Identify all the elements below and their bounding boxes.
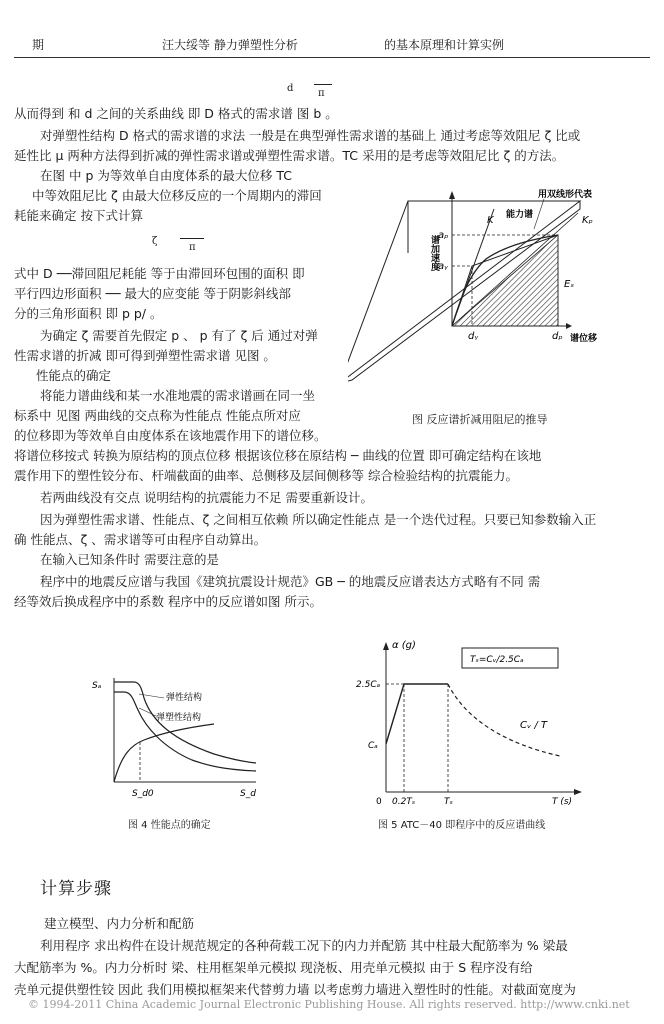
figure-3-diagram bbox=[348, 183, 640, 388]
label-Kp: Kₚ bbox=[582, 215, 593, 226]
body-line-9: 分的三角形面积 即 p p/ 。 bbox=[14, 306, 163, 321]
y-axis-label: 谱加速度 bbox=[429, 235, 439, 271]
body-line-19: 因为弹塑性需求谱、性能点、ζ 之间相互依赖 所以确定性能点 是一个迭代过程。只要已知参数输入正 bbox=[40, 512, 597, 527]
fig4-sa-label: Sₐ bbox=[92, 681, 102, 691]
fig5-t3-label: T (s) bbox=[552, 797, 573, 807]
fig5-t1-label: 0.2Tₛ bbox=[392, 797, 416, 807]
header-authors: 汪大绥等 静力弹塑性分析 bbox=[162, 38, 298, 52]
formula-zeta: ζ bbox=[152, 236, 158, 247]
body-line-20: 确 性能点、ζ 、需求谱等可由程序自动算出。 bbox=[14, 532, 267, 547]
body-line-6: 耗能来确定 按下式计算 bbox=[14, 208, 143, 223]
fig5-peak-label: 2.5Cₐ bbox=[356, 680, 381, 690]
header-issue: 期 bbox=[32, 38, 45, 52]
section-title: 计算步骤 bbox=[40, 879, 112, 899]
body-line-2: 对弹塑性结构 D 格式的需求谱的求法 一般是在典型弹性需求谱的基础上 通过考虑等效阻尼 ζ 比或 bbox=[40, 128, 581, 143]
fig4-elastic-label: 弹性结构 bbox=[166, 693, 203, 703]
body-line-s3: 大配筋率为 %。内力分析时 梁、柱用框架单元模拟 现浇板、用壳单元模拟 由于 S 程序没有给 bbox=[14, 960, 533, 975]
fig5-spectrum-rise bbox=[386, 684, 448, 744]
body-line-8: 平行四边形面积 ── 最大的应变能 等于阴影斜线部 bbox=[14, 286, 291, 301]
body-line-7: 式中 D ──滞回阻尼耗能 等于由滞回环包围的面积 即 bbox=[14, 266, 305, 281]
body-line-16: 将谱位移按式 转换为原结构的顶点位移 根据该位移在原结构 ─ 曲线的位置 即可确定结构在该地 bbox=[14, 448, 542, 463]
capacity-spectrum-curve bbox=[114, 724, 214, 782]
body-line-15: 的位移即为等效单自由度体系在该地震作用下的谱位移。 bbox=[14, 428, 327, 443]
formula-bar bbox=[314, 84, 332, 85]
header-title: 的基本原理和计算实例 bbox=[384, 38, 505, 52]
label-Es: Eₛ bbox=[564, 279, 575, 290]
copyright-footer: © 1994-2011 China Academic Journal Electronic Publishing House. All rights reserved. http://www.cnki.net bbox=[28, 998, 630, 1011]
fig4-plastic-label: 弹塑性结构 bbox=[156, 713, 202, 723]
figure-4-diagram bbox=[84, 670, 284, 810]
body-line-s4: 壳单元提供塑性铰 因此 我们用模拟框架来代替剪力墙 以考虑剪力墙进入塑性时的性能。对截面宽度为 bbox=[14, 982, 576, 997]
label-K: K bbox=[487, 215, 494, 226]
body-line-11: 性需求谱的折减 即可得到弹塑性需求谱 见图 。 bbox=[14, 348, 276, 363]
subsection-performance-point: 性能点的确定 bbox=[36, 368, 112, 383]
bilinear-legend: 用双线形代表 bbox=[538, 190, 593, 200]
body-line-23: 经等效后换成程序中的系数 程序中的反应谱如图 所示。 bbox=[14, 594, 322, 609]
fig5-t2-label: Tₛ bbox=[444, 797, 453, 807]
body-line-1: 从而得到 和 d 之间的关系曲线 即 D 格式的需求谱 图 b 。 bbox=[14, 106, 338, 121]
figure-3-caption: 图 反应谱折减用阻尼的推导 bbox=[412, 413, 548, 426]
label-dy: dᵧ bbox=[468, 331, 479, 342]
body-line-4: 在图 中 p 为等效单自由度体系的最大位移 TC bbox=[40, 168, 292, 183]
body-line-10: 为确定 ζ 需要首先假定 p 、 p 有了 ζ 后 通过对弹 bbox=[40, 328, 318, 343]
fig5-cvt-label: Cᵥ / T bbox=[520, 720, 547, 731]
body-line-13: 将能力谱曲线和某一水准地震的需求谱画在同一坐 bbox=[40, 388, 316, 403]
body-line-s2: 利用程序 求出构件在设计规范规定的各种荷载工况下的内力并配筋 其中柱最大配筋率为 % 梁最 bbox=[40, 938, 568, 953]
fig5-alpha-label: α (g) bbox=[392, 640, 416, 651]
figure-4-caption: 图 4 性能点的确定 bbox=[128, 820, 211, 831]
formula-pi: π bbox=[318, 88, 325, 99]
body-line-5: 中等效阻尼比 ζ 由最大位移反应的一个周期内的滞回 bbox=[32, 188, 322, 203]
fig4-sd0-label: S_d0 bbox=[132, 789, 154, 799]
subsection-model: 建立模型、内力分析和配筋 bbox=[44, 916, 195, 931]
label-dp: dₚ bbox=[552, 331, 563, 342]
figure-5-diagram bbox=[356, 640, 588, 816]
header-rule bbox=[14, 57, 650, 58]
fig5-origin-label: 0 bbox=[376, 797, 382, 807]
x-axis-label: 谱位移 bbox=[570, 334, 598, 344]
body-line-3: 延性比 μ 两种方法得到折减的弹性需求谱或弹塑性需求谱。TC 采用的是考虑等效阻尼比 ζ 的方法。 bbox=[14, 148, 565, 163]
formula-d: d bbox=[287, 83, 294, 94]
body-line-18: 若两曲线没有交点 说明结构的抗震能力不足 需要重新设计。 bbox=[40, 490, 373, 505]
body-line-17: 震作用下的塑性铰分布、杆端截面的曲率、总侧移及层间侧移等 综合检验结构的抗震能力。 bbox=[14, 468, 518, 483]
body-line-14: 标系中 见图 两曲线的交点称为性能点 性能点所对应 bbox=[14, 408, 301, 423]
body-line-21: 在输入已知条件时 需要注意的是 bbox=[40, 552, 219, 567]
fig5-ca-label: Cₐ bbox=[368, 741, 378, 751]
label-ap: aₚ bbox=[438, 230, 449, 241]
fig4-sd-label: S_d bbox=[240, 789, 256, 799]
label-ay: aᵧ bbox=[438, 261, 448, 272]
capacity-label: 能力谱 bbox=[506, 210, 534, 220]
formula-pi-2: π bbox=[189, 242, 196, 253]
formula-bar-2 bbox=[180, 238, 204, 239]
figure-5-caption: 图 5 ATC－40 即程序中的反应谱曲线 bbox=[378, 820, 546, 831]
fig5-box-text: Tₛ=Cᵥ/2.5Cₐ bbox=[470, 655, 524, 665]
body-line-22: 程序中的地震反应谱与我国《建筑抗震设计规范》GB ─ 的地震反应谱表达方式略有不同 需 bbox=[40, 574, 541, 589]
